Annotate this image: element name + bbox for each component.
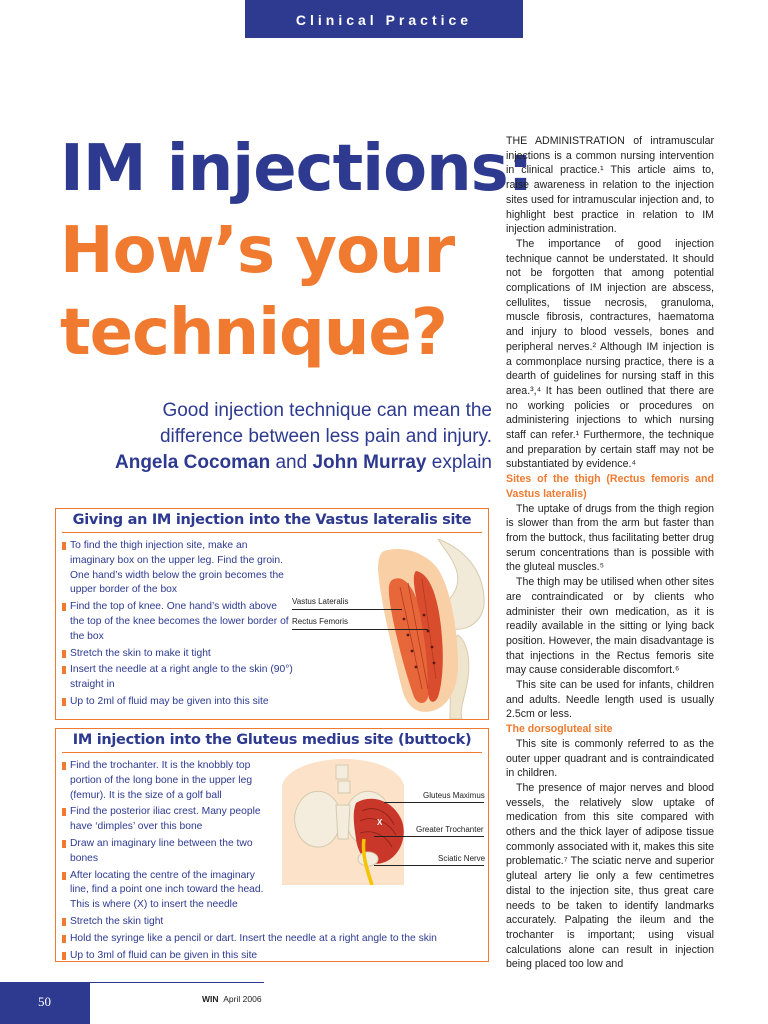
list-item: To find the thigh injection site, make an imaginary box on the upper leg. Find the groin. One hand’s width below the groin becomes the upper border of the box [62, 539, 294, 598]
list-item: Find the trochanter. It is the knobbly top portion of the long bone in the upper leg (femur). It is the size of a golf ball [62, 759, 276, 803]
standfirst [60, 398, 492, 476]
svg-text:X: X [377, 818, 383, 827]
byline: Angela Cocoman and John Murray explain [115, 452, 492, 473]
article-body [506, 134, 714, 972]
list-item: After locating the centre of the imaginary line, find a point one inch toward the head. This is where (X) to insert the needle [62, 869, 276, 913]
paragraph: This site can be used for infants, children and adults. Needle length used is usually 2.5cm or less. [506, 679, 714, 721]
leader-line [292, 629, 428, 630]
list-item: Up to 2ml of fluid may be given into this site [62, 695, 294, 710]
list-item: Draw an imaginary line between the two bones [62, 837, 276, 867]
list-item: Insert the needle at a right angle to the skin (90°) straight in [62, 663, 294, 693]
list-item: Find the posterior iliac crest. Many people have ‘dimples’ over this bone [62, 805, 276, 835]
subheading: The dorsogluteal site [506, 723, 613, 736]
list-item: Hold the syringe like a pencil or dart. Insert the needle at a right angle to the skin [62, 932, 482, 947]
paragraph: The uptake of drugs from the thigh region is slower than from the arm but faster than from the buttock, thus facilitating better drug serum concentrations than is possible with the gluteal muscles.⁵ [506, 502, 714, 574]
leader-line [292, 609, 402, 610]
paragraph: The thigh may be utilised when other sites are contraindicated or by clients who administer their own medication, as it is readily available in the sitting or lying back position. However, the main disadvantage is that injections in the Rectus femoris site may cause considerable discomfort.⁶ [506, 576, 714, 677]
standfirst-line-2: difference between less pain and injury. [159, 426, 492, 447]
instruction-list [62, 759, 482, 965]
list-item: Stretch the skin to make it tight [62, 647, 294, 662]
box-title: IM injection into the Gluteus medius site (buttock) [62, 729, 482, 753]
label-vastus-lateralis: Vastus Lateralis [292, 597, 349, 606]
standfirst-line-1: Good injection technique can mean the [162, 400, 492, 421]
leader-line [374, 836, 484, 837]
leader-line [374, 865, 484, 866]
paragraph: This site is commonly referred to as the outer upper quadrant and is contraindicated in children. [506, 737, 714, 780]
section-label: Clinical Practice [245, 0, 523, 38]
author-1: Angela Cocoman [115, 452, 271, 473]
footer-rule [90, 982, 264, 983]
list-item: Stretch the skin tight [62, 915, 482, 930]
list-item: Up to 3ml of fluid can be given in this site [62, 949, 482, 964]
author-2: John Murray [312, 452, 427, 473]
instruction-list [62, 539, 294, 712]
page-number: 50 [0, 982, 90, 1024]
paragraph: The presence of major nerves and blood vessels, the relatively slow uptake of medication from this site compared with others and the thick layer of adipose tissue commonly associated with it, makes this site problematic.⁷ The sciatic nerve and superior gluteal artery lie only a few centimetres distal to the injection site, thus great care needs to be taken to identify landmarks accurately. Palpating the ileum and the trochanter is important; using visual calculations alone can result in injection being placed too low and [506, 781, 714, 971]
headline-line-1: IM injections: [60, 132, 533, 206]
leader-line [384, 802, 484, 803]
headline [60, 128, 533, 374]
label-gluteus-maximus: Gluteus Maximus [423, 791, 485, 800]
subheading: Sites of the thigh (Rectus femoris and Vastus lateralis) [506, 473, 714, 500]
box-title: Giving an IM injection into the Vastus lateralis site [62, 509, 482, 533]
vastus-lateralis-box [55, 508, 489, 720]
list-item: Find the top of knee. One hand’s width above the top of the knee becomes the lower border of the box [62, 600, 294, 644]
label-greater-trochanter: Greater Trochanter [416, 825, 484, 834]
footer-publication: WIN April 2006 [202, 994, 262, 1004]
label-sciatic-nerve: Sciatic Nerve [438, 854, 486, 863]
paragraph: The importance of good injection technique cannot be understated. It should not be forgotten that among potential complications of IM injection are abscess, cellulites, tissue necrosis, granuloma, muscle fibrosis, contractures, haematoma and injury to blood vessels, bones and peripheral nerves.² Although IM injection is a commonplace nursing practice, there is a dearth of guidelines for nursing staff in this area.³,⁴ It has been outlined that there are no working policies or procedures on administering injections to which nursing staff can refer.¹ Furthermore, the technique and preparation by certain staff may not be substantiated by evidence.⁴ [506, 237, 714, 471]
label-rectus-femoris: Rectus Femoris [292, 617, 349, 626]
headline-line-3: technique? [60, 296, 447, 370]
buttock-illustration [278, 759, 408, 885]
paragraph: THE ADMINISTRATION of intramuscular injections is a common nursing intervention in clinical practice.¹ This article aims to, raise awareness in relation to the injection sites used for intramuscular injection and, to highlight best practice in relation to IM injection administration. [506, 135, 714, 236]
gluteus-medius-box [55, 728, 489, 962]
headline-line-2: How’s your [60, 214, 455, 288]
